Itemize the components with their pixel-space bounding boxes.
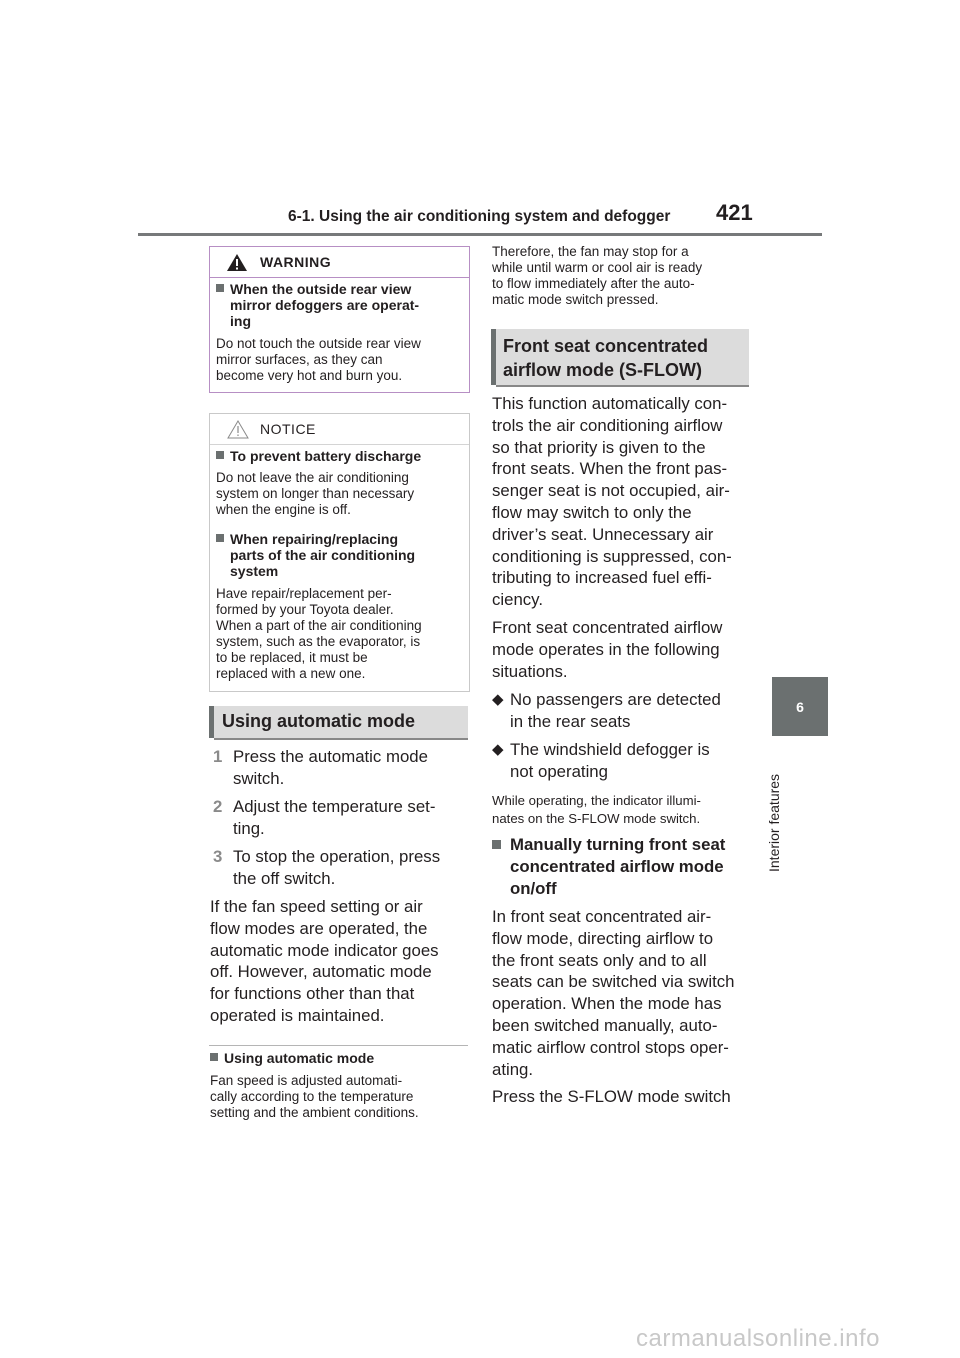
warning-box xyxy=(209,246,470,393)
notice-heading-battery: To prevent battery discharge xyxy=(216,448,466,464)
sflow-indicator-note: While operating, the indicator illumi- nates on the S-FLOW mode switch. xyxy=(492,793,701,826)
section-underline xyxy=(214,738,468,740)
square-bullet-icon xyxy=(492,840,501,849)
square-bullet-icon xyxy=(210,1053,218,1061)
notice-repair-body: Have repair/replacement per- formed by your Toyota dealer. When a part of the air conditioning system, such as the evaporator, is to be replaced, it must be replaced with a new one. xyxy=(216,586,422,681)
warning-title: WARNING xyxy=(260,254,332,270)
chapter-tab[interactable] xyxy=(772,677,828,736)
manual-toggle-paragraph: In front seat concentrated air- flow mode, directing airflow to the front seats only and to all seats can be switched via switch operation. When the mode has been switched manually, auto- matic airflow control stops oper- ating. xyxy=(492,907,735,1079)
warning-body: Do not touch the outside rear view mirror surfaces, as they can become very hot and burn you. xyxy=(216,336,421,383)
sflow-paragraph-2: Front seat concentrated airflow mode operates in the following situations. xyxy=(492,618,723,681)
auto-mode-step-1: 1 Press the automatic mode switch. xyxy=(213,747,428,788)
sflow-bullet-2: ◆ The windshield defogger is not operating xyxy=(492,740,710,781)
continued-text: Therefore, the fan may stop for a while until warm or cool air is ready to flow immediately after the auto- matic mode switch pressed. xyxy=(492,244,703,307)
bullet-icon: ◆ xyxy=(492,741,504,758)
chapter-label: Interior features xyxy=(766,773,782,872)
auto-mode-note-heading: Using automatic mode xyxy=(210,1050,468,1066)
square-bullet-icon xyxy=(216,534,224,542)
bullet-icon: ◆ xyxy=(492,691,504,708)
square-bullet-icon xyxy=(216,451,224,459)
header-rule xyxy=(138,233,822,236)
sflow-title: Front seat concentrated airflow mode (S-FLOW) xyxy=(503,336,709,380)
auto-mode-step-3: 3 To stop the operation, press the off switch. xyxy=(213,847,441,888)
sflow-section-bar xyxy=(491,329,749,385)
chapter-number: 6 xyxy=(796,698,804,715)
press-switch-paragraph: Press the S-FLOW mode switch xyxy=(492,1087,731,1106)
warning-triangle-icon xyxy=(227,254,247,271)
notice-box xyxy=(209,413,470,692)
notice-title: NOTICE xyxy=(260,421,316,437)
section-title: 6-1. Using the air conditioning system and defogger xyxy=(288,208,671,225)
notice-heading-repair: When repairing/replacing parts of the air conditioning system xyxy=(216,531,466,579)
sflow-bullet-1: ◆ No passengers are detected in the rear seats xyxy=(492,690,721,731)
warning-heading: When the outside rear view mirror defoggers are operat- ing xyxy=(216,281,466,329)
auto-mode-paragraph: If the fan speed setting or air flow modes are operated, the automatic mode indicator goes off. However, automatic mode for functions other than that operated is maintained. xyxy=(210,897,439,1025)
auto-mode-title: Using automatic mode xyxy=(222,711,416,731)
chapter-label-container xyxy=(766,744,794,872)
warning-header xyxy=(210,247,469,278)
sflow-paragraph-1: This function automatically con- trols the air conditioning airflow so that priority is given to the front seats. When the front pas- senger seat is not occupied, air- flow may switch to only the driver’s seat. Unnecessary air conditioning is suppressed, con- tributing to increased fuel effi- ciency. xyxy=(492,394,732,610)
page-number: 421 xyxy=(716,200,753,225)
section-underline xyxy=(496,385,749,387)
notice-header xyxy=(210,414,469,445)
auto-mode-section-bar xyxy=(209,706,468,738)
note-divider xyxy=(209,1045,468,1046)
caution-triangle-icon xyxy=(227,420,249,439)
manual-toggle-heading: Manually turning front seat concentrated airflow mode on/off xyxy=(492,834,754,900)
auto-mode-note-body: Fan speed is adjusted automati- cally according to the temperature setting and the ambient conditions. xyxy=(210,1073,419,1120)
square-bullet-icon xyxy=(216,284,224,292)
notice-battery-body: Do not leave the air conditioning system on longer than necessary when the engine is off. xyxy=(216,470,415,517)
watermark: carmanualsonline.info xyxy=(636,1325,880,1352)
auto-mode-step-2: 2 Adjust the temperature set- ting. xyxy=(213,797,436,838)
